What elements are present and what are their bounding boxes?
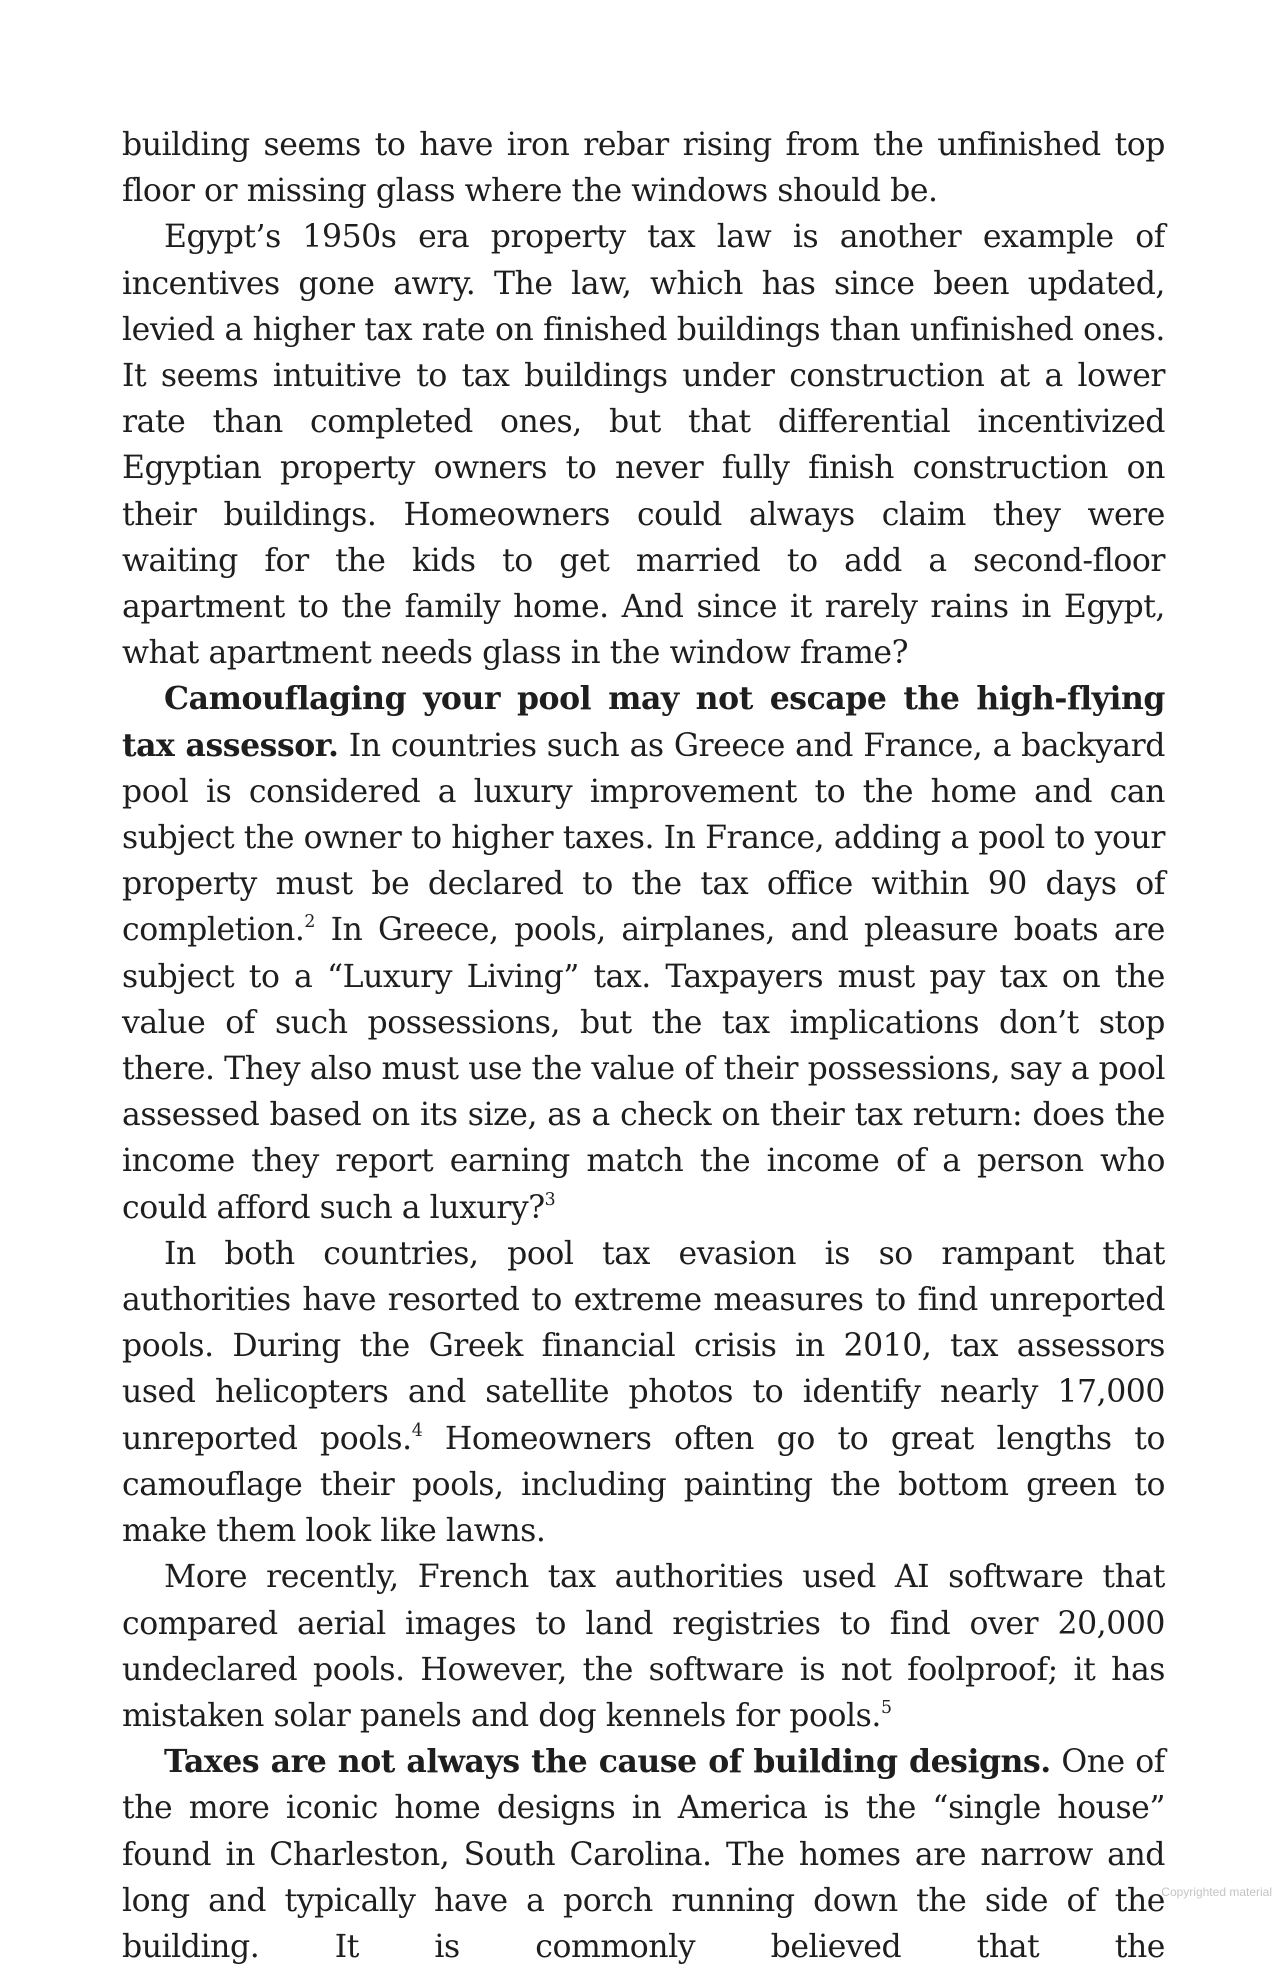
body-text: Egypt’s 1950s era property tax law is another example of incentives gone awry. The law, which has since been updated, levied a higher tax rate on finished buildings than unfinished ones. It seems intuitive to tax buildings under construction at a lower rate than completed ones, but that differential incentivized Egyptian property owners to never fully finish construction on their buildings. Homeowners could always claim they were waiting for the kids to get married to add a second-floor apartment to the family home. And since it rarely rains in Egypt, what apartment needs glass in the window frame? xyxy=(122,219,1165,672)
footnote-marker[interactable]: 3 xyxy=(544,1189,556,1210)
paragraph xyxy=(122,1231,1165,1554)
paragraph-lead-heading: Camouflaging your pool may not escape the high-flying tax assessor. xyxy=(122,680,1165,764)
body-text: Homeowners often go to great lengths to camouflage their pools, including painting the bottom green to make them look like lawns. xyxy=(122,1420,1165,1550)
paragraph-lead-heading: Taxes are not always the cause of building designs. xyxy=(164,1743,1051,1781)
paragraph xyxy=(122,122,1165,214)
body-text: In both countries, pool tax evasion is so rampant that authorities have resorted to extreme measures to find unreported pools. During the Greek financial crisis in 2010, tax assessors used helicopters and satellite photos to identify nearly 17,000 unreported pools. xyxy=(122,1235,1165,1457)
body-text: building seems to have iron rebar rising from the unfinished top floor or missing glass where the windows should be. xyxy=(122,127,1165,210)
body-text: In Greece, pools, airplanes, and pleasure boats are subject to a “Luxury Living” tax. Taxpayers must pay tax on the value of such possessions, but the tax implications don’t stop there. They also must use the value of their possessions, say a pool assessed based on its size, as a check on their tax return: does the income they report earning match the income of a person who could afford such a luxury? xyxy=(122,912,1165,1226)
body-text: More recently, French tax authorities used AI software that compared aerial images to land registries to find over 20,000 undeclared pools. However, the software is not foolproof; it has mistaken solar panels and dog kennels for pools. xyxy=(122,1559,1165,1734)
paragraph xyxy=(122,676,1165,1230)
paragraph xyxy=(122,1554,1165,1739)
paragraph xyxy=(122,214,1165,676)
footnote-marker[interactable]: 5 xyxy=(880,1697,892,1718)
page-body xyxy=(122,122,1165,1970)
body-text: One of the more iconic home designs in America is the “single house” found in Charleston, South Carolina. The homes are narrow and long and typically have a porch running down the side of the building. It is commonly believed that the xyxy=(122,1744,1165,1965)
footnote-marker[interactable]: 2 xyxy=(304,912,315,933)
paragraph xyxy=(122,1739,1165,1970)
body-text: In countries such as Greece and France, a backyard pool is considered a luxury improvement to the home and can subject the owner to higher taxes. In France, adding a pool to your property must be declared to the tax office within 90 days of completion. xyxy=(122,727,1165,949)
footnote-marker[interactable]: 4 xyxy=(411,1420,423,1441)
copyright-notice: Copyrighted material xyxy=(1161,1885,1272,1899)
